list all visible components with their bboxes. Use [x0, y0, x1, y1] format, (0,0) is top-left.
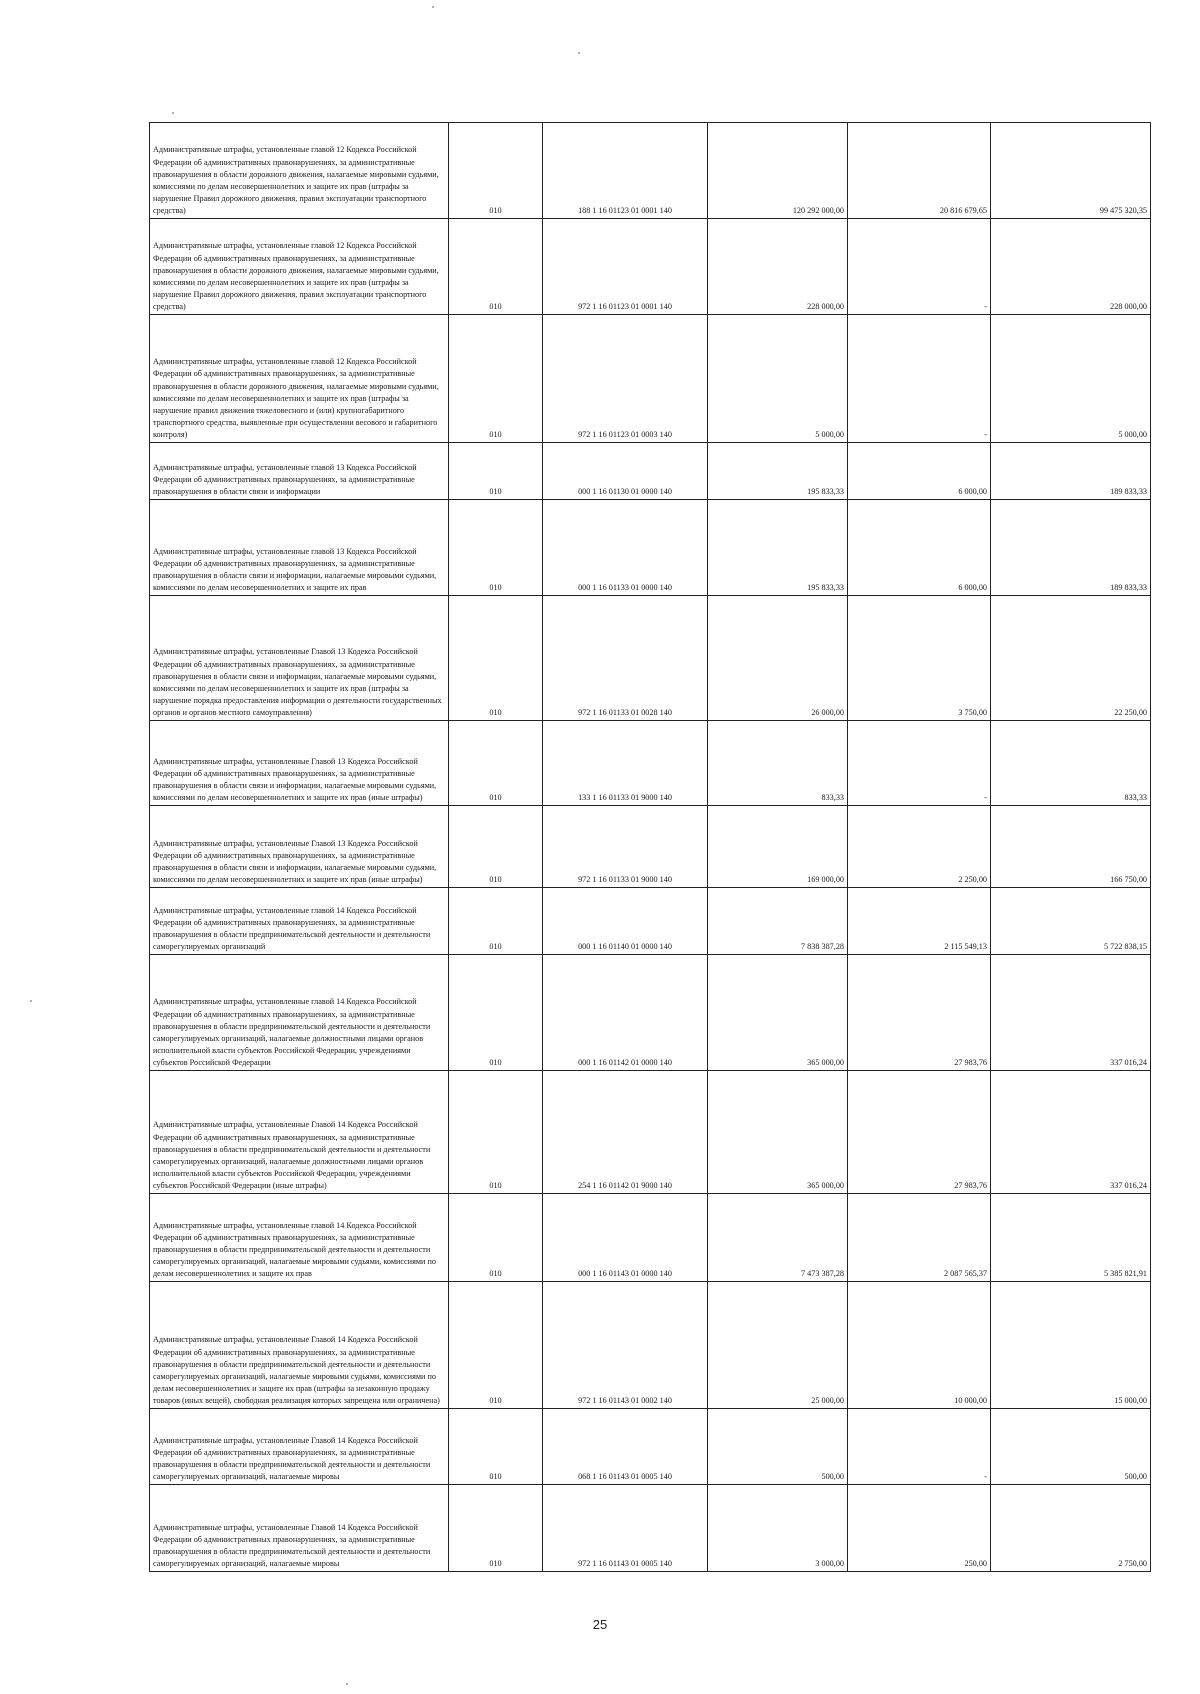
row-budget-classification-code-text: 188 1 16 01123 01 0001 140: [578, 205, 672, 215]
row-budget-classification-code-text: 000 1 16 01142 01 0000 140: [578, 1057, 672, 1067]
row-remaining-amount: [991, 123, 1151, 219]
row-remaining-amount-text: 166 750,00: [1110, 874, 1147, 884]
row-budget-classification-code-text: 972 1 16 01133 01 9000 140: [578, 874, 672, 884]
row-description: [150, 315, 449, 443]
row-description-text: Административные штрафы, установленные Главой 14 Кодекса Российской Федерации об административных правонарушениях, за административные правонарушения в области предпринимательской деятельности и деятельности саморегулируемых организаций, налагаемые мировы: [153, 1522, 431, 1568]
row-approved-amount: [708, 1282, 848, 1409]
row-approved-amount-text: 500,00: [821, 1471, 844, 1481]
row-description: [150, 219, 449, 315]
row-description-text: Административные штрафы, установленные Главой 13 Кодекса Российской Федерации об административных правонарушениях, за административные правонарушения в области связи и информации, налагаемые мировыми судьями, комиссиями по делам несовершеннолетних и защите их прав (иные штрафы): [153, 838, 437, 884]
table-row: [150, 219, 1151, 315]
row-line-code: [449, 1282, 543, 1409]
row-approved-amount-text: 7 838 387,28: [801, 941, 844, 951]
row-remaining-amount-text: 5 722 838,15: [1104, 941, 1147, 951]
row-remaining-amount: [991, 888, 1151, 955]
row-approved-amount-text: 228 000,00: [807, 301, 844, 311]
row-remaining-amount-text: 99 475 320,35: [1099, 205, 1147, 215]
row-line-code: [449, 1071, 543, 1194]
row-line-code-text: 010: [489, 582, 502, 592]
row-description: [150, 123, 449, 219]
row-budget-classification-code: [543, 888, 708, 955]
row-budget-classification-code-text: 972 1 16 01123 01 0001 140: [578, 301, 672, 311]
row-remaining-amount: [991, 806, 1151, 888]
row-line-code-text: 010: [489, 1558, 502, 1568]
row-remaining-amount-text: 337 016,24: [1110, 1057, 1147, 1067]
row-line-code-text: 010: [489, 1395, 502, 1405]
row-description: [150, 443, 449, 500]
row-approved-amount: [708, 123, 848, 219]
row-executed-amount: [848, 219, 991, 315]
row-approved-amount: [708, 315, 848, 443]
row-budget-classification-code: [543, 721, 708, 806]
row-executed-amount: [848, 443, 991, 500]
row-budget-classification-code: [543, 123, 708, 219]
row-approved-amount-text: 5 000,00: [815, 429, 844, 439]
row-line-code: [449, 596, 543, 721]
row-remaining-amount: [991, 596, 1151, 721]
row-description: [150, 1194, 449, 1282]
row-line-code: [449, 888, 543, 955]
row-remaining-amount: [991, 500, 1151, 596]
row-approved-amount-text: 120 292 000,00: [792, 205, 844, 215]
row-line-code: [449, 219, 543, 315]
row-executed-amount: [848, 123, 991, 219]
row-executed-amount-text: 6 000,00: [958, 486, 987, 496]
report-table-body: [150, 123, 1151, 1572]
row-description: [150, 596, 449, 721]
row-description: [150, 806, 449, 888]
row-approved-amount-text: 7 473 387,28: [801, 1268, 844, 1278]
row-budget-classification-code-text: 972 1 16 01143 01 0005 140: [578, 1558, 672, 1568]
scan-speck: [30, 1000, 32, 1002]
row-remaining-amount: [991, 1071, 1151, 1194]
row-budget-classification-code-text: 000 1 16 01133 01 0000 140: [578, 582, 672, 592]
row-approved-amount-text: 833,33: [821, 792, 844, 802]
row-line-code: [449, 500, 543, 596]
row-executed-amount-text: 3 750,00: [958, 707, 987, 717]
row-remaining-amount: [991, 721, 1151, 806]
row-approved-amount: [708, 596, 848, 721]
row-budget-classification-code: [543, 955, 708, 1071]
row-description-text: Административные штрафы, установленные главой 14 Кодекса Российской Федерации об административных правонарушениях, за административные правонарушения в области предпринимательской деятельности и деятельности саморегулируемых организаций, налагаемые мировыми судьями, комиссиями по делам несовершеннолетних и защите их прав: [153, 1220, 436, 1278]
table-row: [150, 500, 1151, 596]
row-budget-classification-code-text: 000 1 16 01130 01 0000 140: [578, 486, 672, 496]
row-approved-amount: [708, 500, 848, 596]
row-approved-amount: [708, 806, 848, 888]
row-line-code: [449, 955, 543, 1071]
row-approved-amount: [708, 443, 848, 500]
row-line-code-text: 010: [489, 205, 502, 215]
row-executed-amount: [848, 955, 991, 1071]
row-budget-classification-code-text: 254 1 16 01142 01 9000 140: [578, 1180, 672, 1190]
row-remaining-amount: [991, 315, 1151, 443]
row-remaining-amount-text: 15 000,00: [1114, 1395, 1147, 1405]
row-remaining-amount-text: 189 833,33: [1110, 486, 1147, 496]
row-budget-classification-code-text: 972 1 16 01123 01 0003 140: [578, 429, 672, 439]
row-executed-amount: [848, 1282, 991, 1409]
row-description: [150, 888, 449, 955]
row-description: [150, 1409, 449, 1485]
row-remaining-amount: [991, 443, 1151, 500]
row-executed-amount: [848, 1485, 991, 1572]
row-executed-amount-text: 2 087 565,37: [944, 1268, 987, 1278]
table-row: [150, 596, 1151, 721]
row-approved-amount: [708, 1409, 848, 1485]
row-remaining-amount: [991, 1282, 1151, 1409]
row-description-text: Административные штрафы, установленные главой 12 Кодекса Российской Федерации об административных правонарушениях, за административные правонарушения в области дорожного движения, налагаемые мировыми судьями, комиссиями по делам несовершеннолетних и защите их прав (штрафы за нарушение правил движения тяжеловесного и (или) крупногабаритного транспортного средства, выявленные при осуществлении весового и габаритного контроля): [153, 357, 439, 439]
table-row: [150, 888, 1151, 955]
row-approved-amount-text: 25 000,00: [811, 1395, 844, 1405]
row-budget-classification-code-text: 133 1 16 01133 01 9000 140: [578, 792, 672, 802]
row-remaining-amount: [991, 1485, 1151, 1572]
row-remaining-amount-text: 833,33: [1124, 792, 1147, 802]
row-approved-amount-text: 195 833,33: [807, 582, 844, 592]
row-approved-amount: [708, 1485, 848, 1572]
row-line-code: [449, 721, 543, 806]
row-executed-amount-text: 6 000,00: [958, 582, 987, 592]
row-remaining-amount-text: 228 000,00: [1110, 301, 1147, 311]
row-remaining-amount: [991, 1409, 1151, 1485]
row-remaining-amount-text: 5 000,00: [1118, 429, 1147, 439]
page-number: 25: [592, 1617, 608, 1632]
row-approved-amount: [708, 1194, 848, 1282]
row-budget-classification-code: [543, 1071, 708, 1194]
row-line-code: [449, 1485, 543, 1572]
row-description-text: Административные штрафы, установленные Главой 13 Кодекса Российской Федерации об административных правонарушениях, за административные правонарушения в области связи и информации, налагаемые мировыми судьями, комиссиями по делам несовершеннолетних и защите их прав (штрафы за нарушение порядка предоставления информации о деятельности государственных органов и органов местного самоуправления): [153, 647, 442, 717]
table-row: [150, 955, 1151, 1071]
row-line-code-text: 010: [489, 1268, 502, 1278]
row-executed-amount-text: -: [984, 429, 987, 439]
row-line-code-text: 010: [489, 1471, 502, 1481]
row-budget-classification-code: [543, 1282, 708, 1409]
row-description: [150, 1485, 449, 1572]
table-row: [150, 1282, 1151, 1409]
table-row: [150, 1485, 1151, 1572]
row-executed-amount: [848, 1409, 991, 1485]
row-approved-amount-text: 195 833,33: [807, 486, 844, 496]
row-budget-classification-code-text: 000 1 16 01143 01 0000 140: [578, 1268, 672, 1278]
row-executed-amount-text: 20 816 679,65: [939, 205, 987, 215]
revenue-report-table: [149, 122, 1151, 1572]
row-line-code: [449, 315, 543, 443]
row-executed-amount-text: 250,00: [964, 1558, 987, 1568]
row-budget-classification-code: [543, 315, 708, 443]
row-line-code-text: 010: [489, 301, 502, 311]
row-description-text: Административные штрафы, установленные главой 14 Кодекса Российской Федерации об административных правонарушениях, за административные правонарушения в области предпринимательской деятельности и деятельности саморегулируемых организаций, налагаемые должностными лицами органов исполнительной власти субъектов Российской Федерации, учреждениями субъектов Российской Федерации: [153, 997, 431, 1067]
row-line-code-text: 010: [489, 486, 502, 496]
row-line-code-text: 010: [489, 941, 502, 951]
row-approved-amount: [708, 1071, 848, 1194]
table-row: [150, 123, 1151, 219]
row-executed-amount: [848, 806, 991, 888]
row-approved-amount-text: 26 000,00: [811, 707, 844, 717]
row-remaining-amount-text: 22 250,00: [1114, 707, 1147, 717]
row-remaining-amount-text: 5 385 821,91: [1104, 1268, 1147, 1278]
row-line-code: [449, 123, 543, 219]
row-budget-classification-code: [543, 806, 708, 888]
row-approved-amount-text: 169 000,00: [807, 874, 844, 884]
row-budget-classification-code-text: 068 1 16 01143 01 0005 140: [578, 1471, 672, 1481]
scan-speck: [578, 52, 580, 54]
row-line-code: [449, 1409, 543, 1485]
row-remaining-amount-text: 337 016,24: [1110, 1180, 1147, 1190]
row-budget-classification-code: [543, 1409, 708, 1485]
row-executed-amount: [848, 500, 991, 596]
row-approved-amount-text: 3 000,00: [815, 1558, 844, 1568]
row-executed-amount: [848, 1071, 991, 1194]
scan-speck: [172, 112, 174, 114]
row-description-text: Административные штрафы, установленные Главой 14 Кодекса Российской Федерации об административных правонарушениях, за административные правонарушения в области предпринимательской деятельности и деятельности саморегулируемых организаций, налагаемые мировы: [153, 1435, 431, 1481]
row-line-code: [449, 443, 543, 500]
row-budget-classification-code: [543, 596, 708, 721]
row-line-code-text: 010: [489, 792, 502, 802]
row-budget-classification-code: [543, 1485, 708, 1572]
row-approved-amount-text: 365 000,00: [807, 1057, 844, 1067]
table-row: [150, 1409, 1151, 1485]
row-description-text: Административные штрафы, установленные главой 13 Кодекса Российской Федерации об административных правонарушениях, за административные правонарушения в области связи и информации, налагаемые мировыми судьями, комиссиями по делам несовершеннолетних и защите их прав: [153, 546, 437, 592]
row-approved-amount: [708, 219, 848, 315]
row-executed-amount-text: 2 250,00: [958, 874, 987, 884]
table-row: [150, 443, 1151, 500]
row-executed-amount-text: -: [984, 1471, 987, 1481]
row-line-code-text: 010: [489, 429, 502, 439]
row-description-text: Административные штрафы, установленные главой 14 Кодекса Российской Федерации об административных правонарушениях, за административные правонарушения в области предпринимательской деятельности и деятельности саморегулируемых организаций: [153, 905, 431, 951]
row-line-code-text: 010: [489, 874, 502, 884]
row-description-text: Административные штрафы, установленные главой 13 Кодекса Российской Федерации об административных правонарушениях, за административные правонарушения в области связи и информации: [153, 462, 417, 496]
row-description-text: Административные штрафы, установленные главой 12 Кодекса Российской Федерации об административных правонарушениях, за административные правонарушения в области дорожного движения, налагаемые мировыми судьями, комиссиями по делам несовершеннолетних и защите их прав (штрафы за нарушение Правил дорожного движения, правил эксплуатации транспортного средства): [153, 145, 439, 215]
row-budget-classification-code: [543, 443, 708, 500]
row-executed-amount-text: 2 115 549,13: [944, 941, 987, 951]
row-remaining-amount-text: 189 833,33: [1110, 582, 1147, 592]
row-executed-amount: [848, 721, 991, 806]
row-approved-amount-text: 365 000,00: [807, 1180, 844, 1190]
row-executed-amount: [848, 315, 991, 443]
row-description: [150, 1071, 449, 1194]
scan-speck: [346, 1683, 348, 1685]
row-budget-classification-code: [543, 500, 708, 596]
row-description: [150, 955, 449, 1071]
row-line-code-text: 010: [489, 707, 502, 717]
row-description: [150, 721, 449, 806]
table-row: [150, 315, 1151, 443]
row-line-code-text: 010: [489, 1180, 502, 1190]
row-remaining-amount: [991, 955, 1151, 1071]
row-remaining-amount-text: 500,00: [1124, 1471, 1147, 1481]
row-executed-amount: [848, 596, 991, 721]
row-description: [150, 1282, 449, 1409]
scan-speck: [432, 6, 434, 8]
table-row: [150, 1194, 1151, 1282]
table-row: [150, 806, 1151, 888]
row-description-text: Административные штрафы, установленные Главой 14 Кодекса Российской Федерации об административных правонарушениях, за административные правонарушения в области предпринимательской деятельности и деятельности саморегулируемых организаций, налагаемые мировыми судьями, комиссиями по делам несовершеннолетних и защите их прав (штрафы за незаконную продажу товаров (иных вещей), свободная реализация которых запрещена или ограничена): [153, 1335, 440, 1405]
row-remaining-amount: [991, 219, 1151, 315]
row-description-text: Административные штрафы, установленные Главой 14 Кодекса Российской Федерации об административных правонарушениях, за административные правонарушения в области предпринимательской деятельности и деятельности саморегулируемых организаций, налагаемые должностными лицами органов исполнительной власти субъектов Российской Федерации, учреждениями субъектов Российской Федерации (иные штрафы): [153, 1120, 431, 1190]
row-line-code: [449, 1194, 543, 1282]
row-description-text: Административные штрафы, установленные главой 12 Кодекса Российской Федерации об административных правонарушениях, за административные правонарушения в области дорожного движения, налагаемые мировыми судьями, комиссиями по делам несовершеннолетних и защите их прав (штрафы за нарушение Правил дорожного движения, правил эксплуатации транспортного средства): [153, 241, 439, 311]
row-budget-classification-code: [543, 1194, 708, 1282]
row-description-text: Административные штрафы, установленные Главой 13 Кодекса Российской Федерации об административных правонарушениях, за административные правонарушения в области связи и информации, налагаемые мировыми судьями, комиссиями по делам несовершеннолетних и защите их прав (иные штрафы): [153, 756, 437, 802]
row-budget-classification-code: [543, 219, 708, 315]
row-executed-amount-text: -: [984, 301, 987, 311]
row-executed-amount: [848, 1194, 991, 1282]
row-executed-amount-text: 10 000,00: [954, 1395, 987, 1405]
row-remaining-amount: [991, 1194, 1151, 1282]
row-line-code-text: 010: [489, 1057, 502, 1067]
row-remaining-amount-text: 2 750,00: [1118, 1558, 1147, 1568]
row-approved-amount: [708, 721, 848, 806]
row-description: [150, 500, 449, 596]
row-approved-amount: [708, 888, 848, 955]
row-executed-amount-text: 27 983,76: [954, 1180, 987, 1190]
row-approved-amount: [708, 955, 848, 1071]
row-executed-amount-text: 27 983,76: [954, 1057, 987, 1067]
table-row: [150, 721, 1151, 806]
table-row: [150, 1071, 1151, 1194]
row-executed-amount: [848, 888, 991, 955]
row-budget-classification-code-text: 972 1 16 01133 01 0028 140: [578, 707, 672, 717]
row-executed-amount-text: -: [984, 792, 987, 802]
row-budget-classification-code-text: 972 1 16 01143 01 0002 140: [578, 1395, 672, 1405]
row-budget-classification-code-text: 000 1 16 01140 01 0000 140: [578, 941, 672, 951]
row-line-code: [449, 806, 543, 888]
